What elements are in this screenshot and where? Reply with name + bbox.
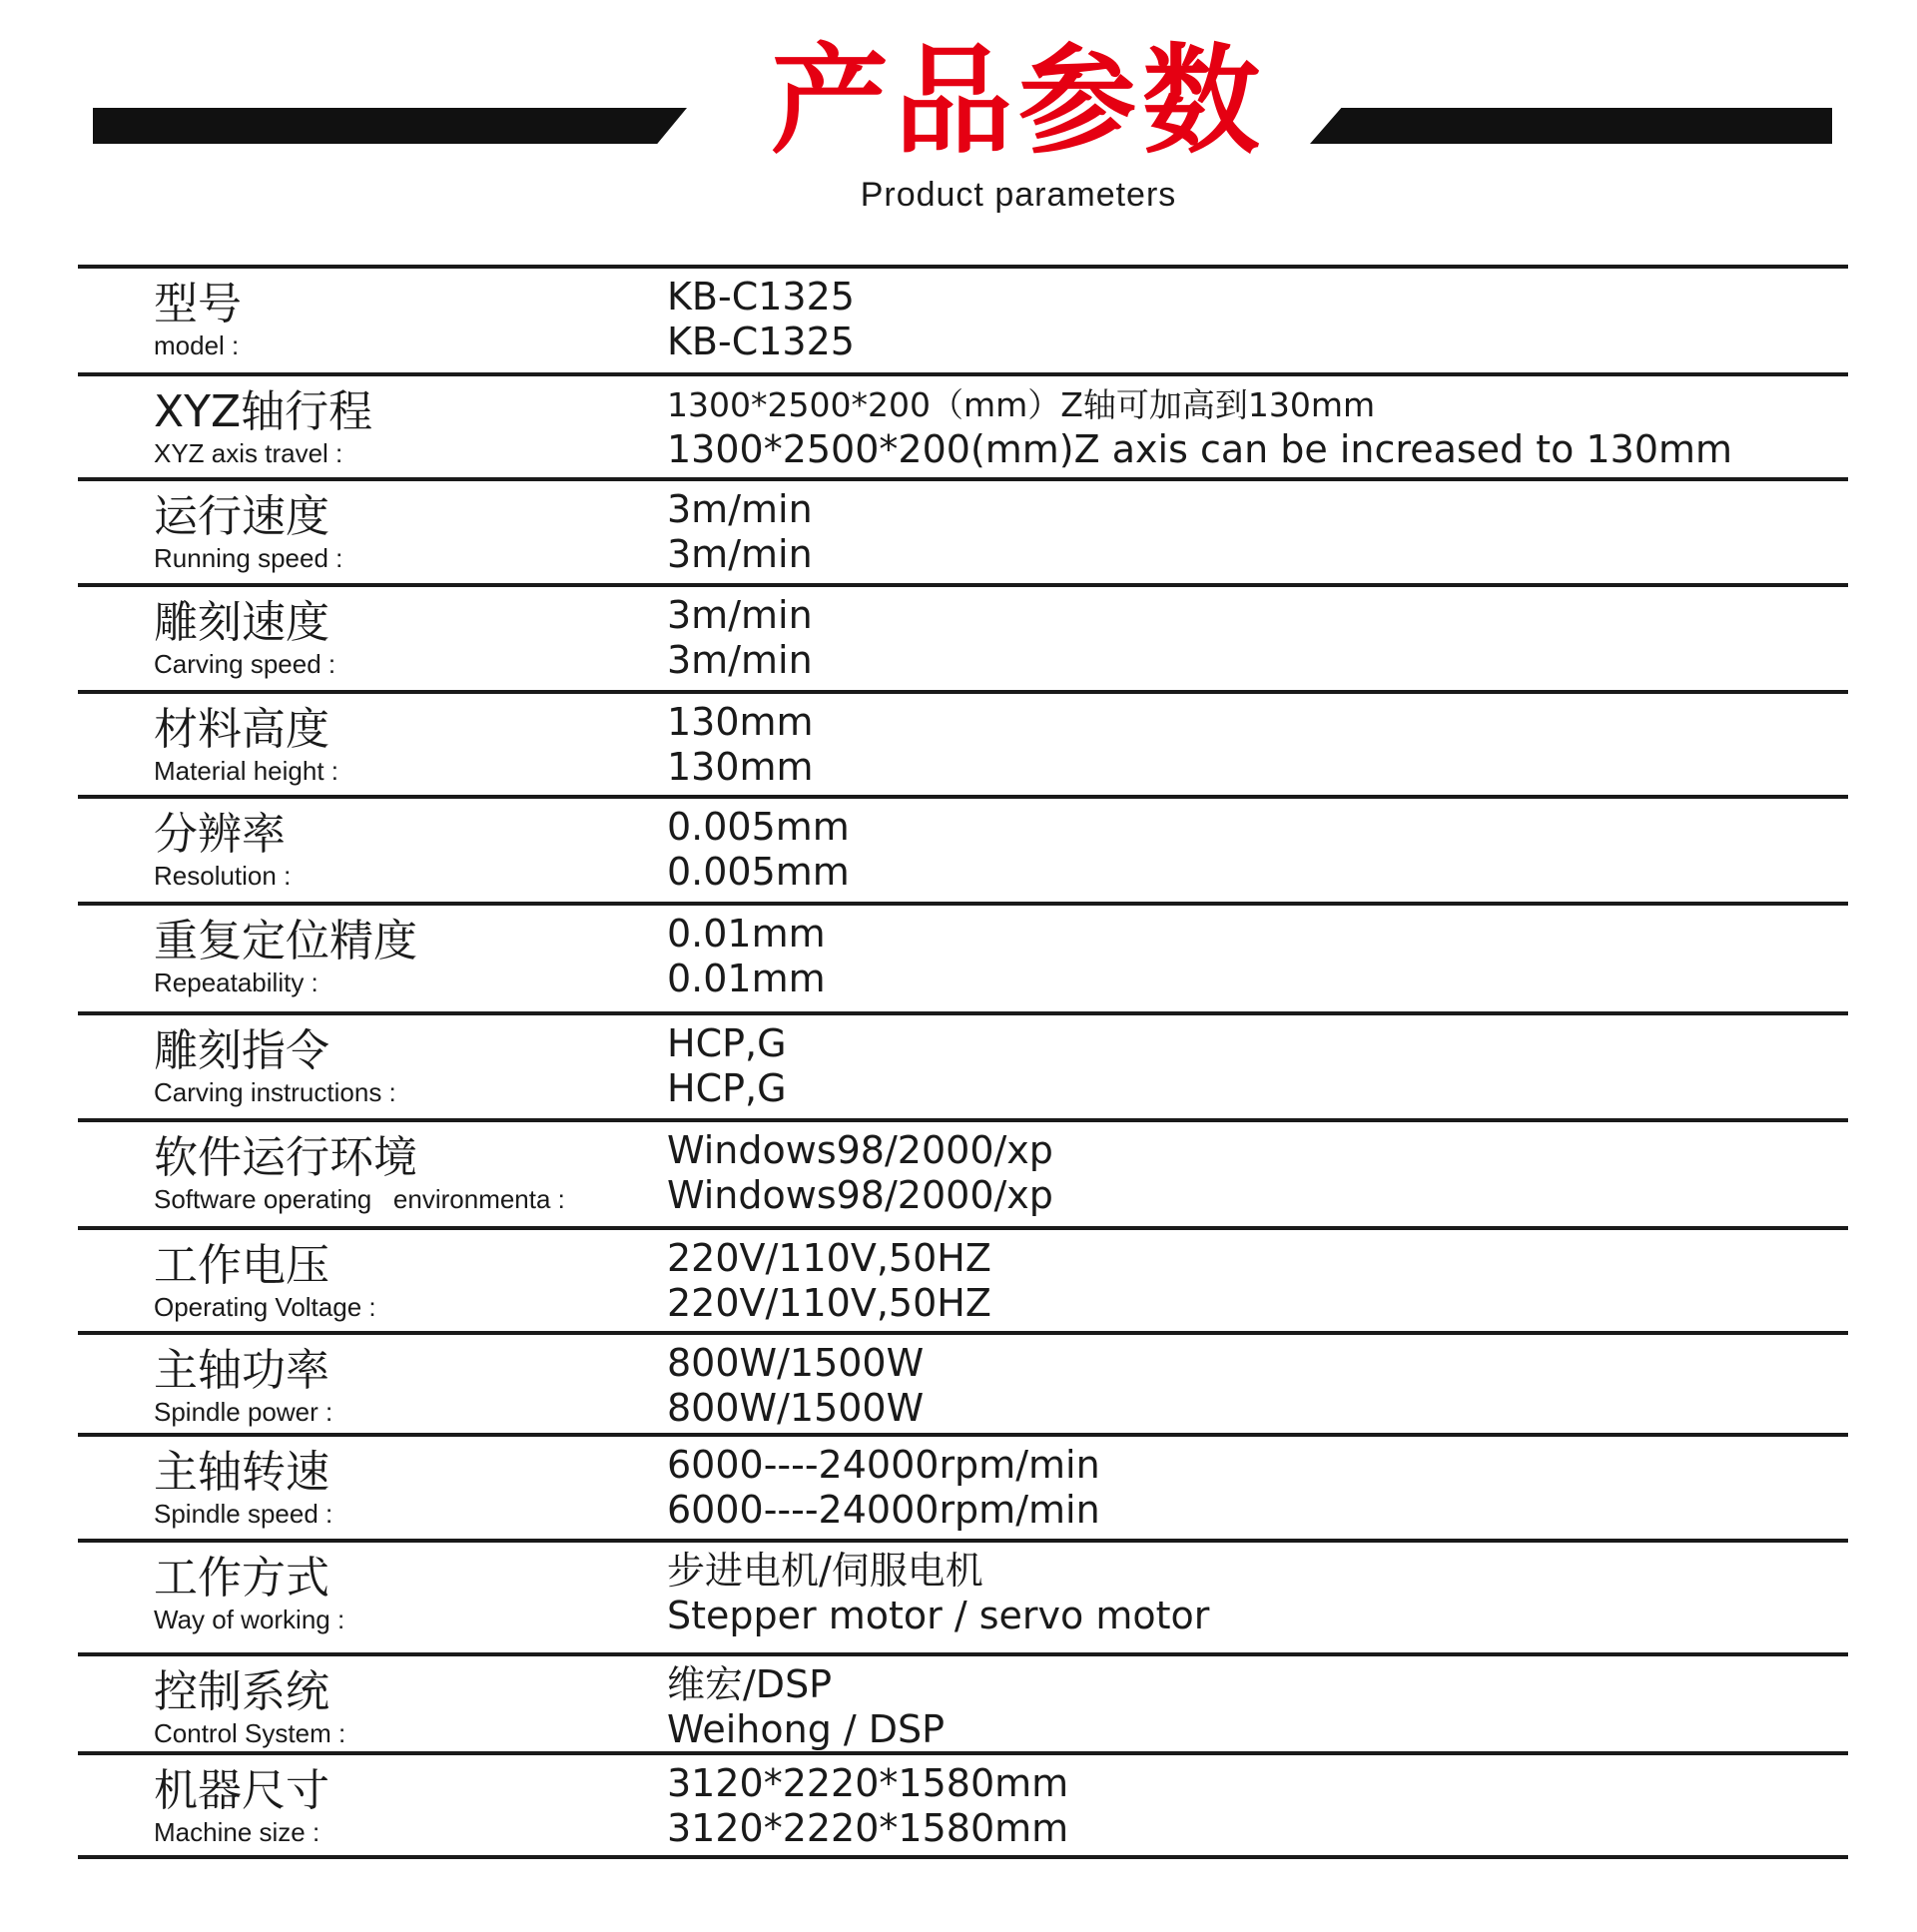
param-label-english: Software operating environmenta :: [154, 1184, 565, 1214]
param-label-chinese: 软件运行环境: [154, 1132, 417, 1183]
param-label-english: XYZ axis travel :: [154, 438, 343, 468]
param-label-english: Repeatability :: [154, 967, 319, 997]
param-value-english: 220V/110V,50HZ: [667, 1281, 991, 1325]
param-label-english: Machine size :: [154, 1817, 320, 1847]
param-value-english: 3m/min: [667, 532, 813, 576]
param-value-english: 0.005mm: [667, 850, 850, 894]
table-row: [78, 1335, 1848, 1437]
param-value-english: 800W/1500W: [667, 1386, 925, 1430]
param-value: [667, 912, 826, 1001]
param-label-chinese: 工作电压: [154, 1240, 329, 1291]
table-row: [78, 1656, 1848, 1755]
table-row: [78, 1230, 1848, 1335]
param-value: [667, 382, 1732, 472]
param-value-chinese: 3m/min: [667, 487, 813, 531]
title-english: Product parameters: [860, 176, 1177, 214]
param-label-chinese: 工作方式: [154, 1553, 329, 1604]
param-value-chinese: 800W/1500W: [667, 1341, 925, 1385]
param-value: [667, 1341, 924, 1431]
param-value: [667, 700, 814, 790]
param-value: [667, 1549, 1209, 1638]
param-label: [154, 386, 372, 468]
param-label-english: Resolution :: [154, 861, 292, 891]
table-row: [78, 269, 1848, 376]
param-label-english: Material height :: [154, 756, 338, 786]
param-label-english: Running speed :: [154, 543, 343, 573]
param-label: [154, 1666, 345, 1748]
page-header: [0, 0, 1917, 250]
param-value-chinese: Windows98/2000/xp: [667, 1128, 1053, 1172]
param-label-chinese: 雕刻指令: [154, 1025, 329, 1076]
param-value-chinese: KB-C1325: [667, 275, 855, 319]
param-label: [154, 704, 338, 786]
table-row: [78, 376, 1848, 481]
param-value-english: Stepper motor / servo motor: [667, 1594, 1210, 1637]
param-label: [154, 279, 242, 360]
table-row: [78, 799, 1848, 906]
param-label: [154, 916, 417, 997]
table-row: [78, 587, 1848, 694]
param-label: [154, 1240, 376, 1322]
param-value-english: 130mm: [667, 745, 814, 789]
param-label-english: Spindle speed :: [154, 1499, 333, 1529]
param-label-english: model :: [154, 330, 240, 360]
left-decorative-bar: [93, 108, 687, 144]
param-value: [667, 1128, 1053, 1218]
param-label: [154, 1132, 565, 1214]
param-value-english: HCP,G: [667, 1066, 787, 1110]
param-value-chinese: 3120*2220*1580mm: [667, 1761, 1069, 1805]
param-value: [667, 1443, 1100, 1533]
param-label-chinese: 运行速度: [154, 491, 329, 542]
table-row: [78, 1437, 1848, 1543]
table-row: [78, 1122, 1848, 1230]
param-value: [667, 593, 813, 683]
param-label: [154, 1447, 332, 1529]
param-label-chinese: 重复定位精度: [154, 916, 417, 966]
param-label-english: Operating Voltage :: [154, 1292, 376, 1322]
param-label: [154, 809, 291, 891]
param-label: [154, 1553, 344, 1634]
param-value: [667, 1761, 1068, 1851]
param-value-chinese: 6000----24000rpm/min: [667, 1443, 1100, 1487]
param-label-english: Carving speed :: [154, 649, 336, 679]
param-label-chinese: 雕刻速度: [154, 597, 329, 648]
param-value-english: 1300*2500*200(mm)Z axis can be increased to 130mm: [667, 427, 1733, 471]
param-value-english: Windows98/2000/xp: [667, 1173, 1053, 1217]
right-decorative-bar: [1310, 108, 1832, 144]
param-label: [154, 1025, 396, 1107]
title-chinese: 产品参数: [770, 32, 1266, 170]
param-value-english: 3m/min: [667, 638, 813, 682]
table-row: [78, 481, 1848, 587]
param-value: [667, 805, 850, 895]
table-row: [78, 1543, 1848, 1656]
param-label-english: Carving instructions :: [154, 1077, 396, 1107]
param-value-chinese: HCP,G: [667, 1021, 787, 1065]
param-label: [154, 491, 342, 573]
param-value-chinese: 130mm: [667, 700, 814, 744]
param-label-chinese: 型号: [154, 279, 242, 329]
param-label-english: Control System :: [154, 1718, 346, 1748]
table-row: [78, 1755, 1848, 1859]
param-label-chinese: 机器尺寸: [154, 1765, 329, 1816]
param-label: [154, 1765, 329, 1847]
param-label-english: Spindle power :: [154, 1397, 333, 1427]
param-value: [667, 1236, 991, 1326]
param-value-chinese: 0.01mm: [667, 912, 826, 956]
param-value-chinese: 0.005mm: [667, 805, 850, 849]
param-label: [154, 1345, 332, 1427]
param-label-chinese: 分辨率: [154, 809, 286, 860]
param-value-english: 0.01mm: [667, 957, 826, 1000]
param-value-english: 6000----24000rpm/min: [667, 1488, 1100, 1532]
param-label-chinese: 主轴转速: [154, 1447, 329, 1498]
table-row: [78, 1015, 1848, 1122]
param-value-chinese: 步进电机/伺服电机: [667, 1549, 983, 1593]
param-value-english: Weihong / DSP: [667, 1707, 946, 1751]
param-label-english: Way of working :: [154, 1605, 345, 1634]
param-label-chinese: 控制系统: [154, 1666, 329, 1717]
param-value-chinese: 220V/110V,50HZ: [667, 1236, 991, 1280]
param-label-chinese: 主轴功率: [154, 1345, 329, 1396]
param-label-chinese: 材料高度: [154, 704, 329, 755]
param-value-chinese: 1300*2500*200（mm）Z轴可加高到130mm: [667, 385, 1376, 424]
param-value: [667, 1021, 787, 1111]
param-value-english: KB-C1325: [667, 320, 855, 363]
param-value: [667, 275, 855, 364]
table-row: [78, 906, 1848, 1015]
param-label-chinese: XYZ轴行程: [154, 386, 373, 437]
param-value-english: 3120*2220*1580mm: [667, 1806, 1069, 1850]
param-value-chinese: 维宏/DSP: [667, 1662, 833, 1706]
param-value-chinese: 3m/min: [667, 593, 813, 637]
param-value: [667, 487, 813, 577]
table-row: [78, 694, 1848, 799]
param-label: [154, 597, 335, 679]
param-value: [667, 1662, 945, 1752]
parameters-table: [78, 265, 1848, 1859]
